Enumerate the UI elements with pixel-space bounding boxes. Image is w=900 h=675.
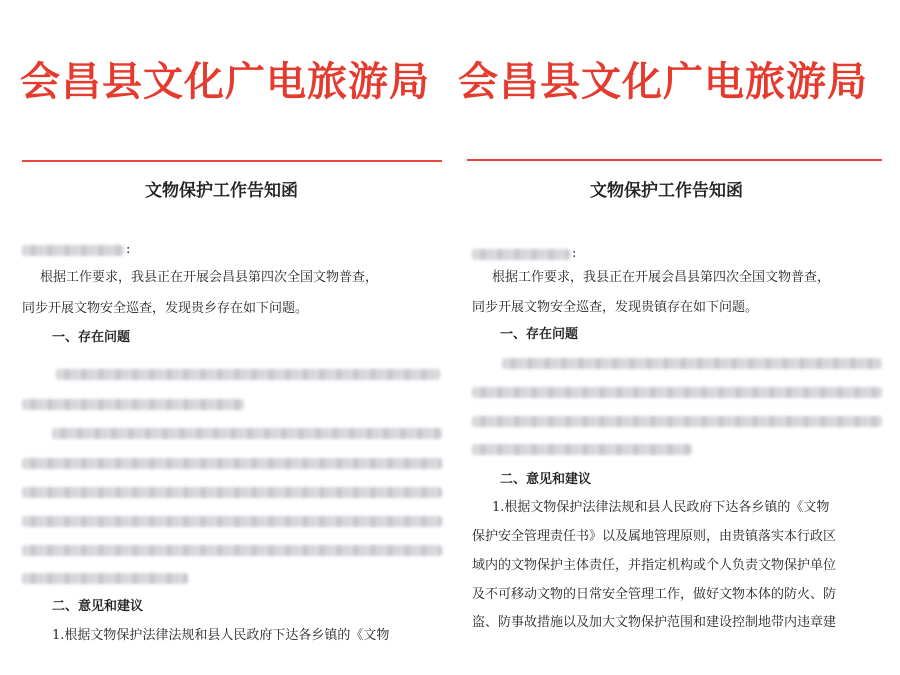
redacted-text	[22, 487, 442, 498]
section-heading-problems: 一、存在问题	[52, 330, 131, 345]
section-heading-suggestions: 二、意见和建议	[52, 599, 144, 614]
redacted-text	[472, 387, 882, 398]
redacted-text	[22, 545, 442, 556]
addressee-colon: :	[126, 242, 131, 257]
redacted-text	[22, 458, 442, 469]
redacted-text	[502, 358, 882, 369]
redacted-text	[52, 428, 442, 439]
redacted-text	[22, 516, 442, 527]
document-title-left: 文物保护工作告知函	[145, 181, 298, 201]
body-line-2: 同步开展文物安全巡查，发现贵乡存在如下问题。	[22, 301, 309, 316]
suggestion-item-1-line-4: 及不可移动文物的日常安全管理工作，做好文物本体的防火、防	[472, 587, 837, 602]
red-divider-left	[22, 160, 442, 162]
body-line-2: 同步开展文物安全巡查，发现贵镇存在如下问题。	[472, 300, 759, 315]
section-heading-suggestions: 二、意见和建议	[500, 472, 592, 487]
redacted-text	[472, 444, 692, 455]
suggestion-item-1: 1.根据文物保护法律法规和县人民政府下达各乡镇的《文物	[52, 628, 390, 643]
addressee-colon: :	[572, 246, 577, 261]
redacted-addressee	[22, 245, 124, 256]
redacted-addressee	[472, 249, 570, 260]
redacted-text	[56, 369, 440, 380]
section-heading-problems: 一、存在问题	[500, 327, 579, 342]
redacted-text	[22, 573, 188, 584]
document-title-right: 文物保护工作告知函	[590, 181, 743, 201]
body-line-1: 根据工作要求，我县正在开展会昌县第四次全国文物普查，	[40, 270, 379, 285]
letterhead-left: 会昌县文化广电旅游局	[20, 59, 430, 105]
letterhead-right: 会昌县文化广电旅游局	[458, 59, 868, 105]
suggestion-item-1-line-5: 盗、防事故措施以及加大文物保护范围和建设控制地带内违章建	[472, 615, 837, 630]
suggestion-item-1-line-3: 域内的文物保护主体责任，并指定机构或个人负责文物保护单位	[472, 558, 837, 573]
suggestion-item-1-line-2: 保护安全管理责任书》以及属地管理原则，由贵镇落实本行政区	[472, 529, 837, 544]
body-line-1: 根据工作要求，我县正在开展会昌县第四次全国文物普查，	[492, 270, 831, 285]
redacted-text	[22, 399, 244, 410]
suggestion-item-1-line-1: 1.根据文物保护法律法规和县人民政府下达各乡镇的《文物	[492, 500, 830, 515]
right-page	[450, 0, 900, 675]
red-divider-right	[467, 159, 882, 161]
redacted-text	[472, 416, 882, 427]
